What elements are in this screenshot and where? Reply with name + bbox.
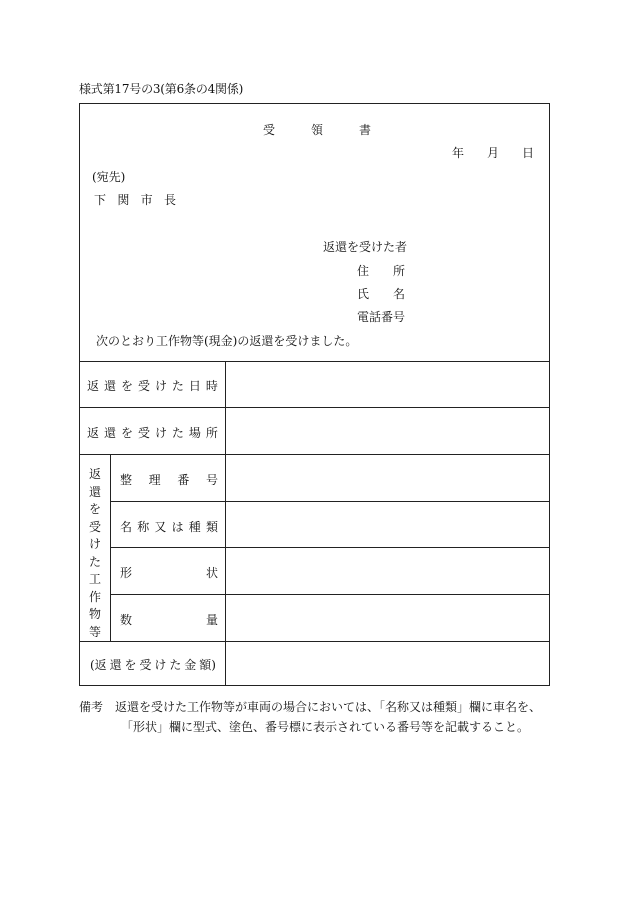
address-label: 住 所 [357,264,405,278]
row-label-serial-number: 整 理 番 号 [120,473,218,487]
year-label: 年 [452,146,465,160]
rule-group-column [110,454,111,641]
row-label-shape: 形 状 [120,566,218,580]
addressee-prefix: (宛先) [92,170,126,184]
title-char: 書 [358,123,371,137]
addressee-char: 下 [94,193,107,207]
form-code: 様式第17号の3(第6条の4関係) [79,82,244,96]
addressee-char: 長 [163,193,176,207]
rule-label-column [225,361,226,685]
name-label: 氏 名 [357,287,405,301]
row-label-returned-amount: (返 還 を 受 け た 金 額) [90,658,216,672]
rule-place [80,454,549,455]
phone-label: 電話番号 [357,310,406,324]
row-label-name-or-type: 名 称 又 は 種 類 [120,520,218,534]
rule-date [80,407,549,408]
remarks-line-2: 「形状」欄に型式、塗色、番号標に表示されている番号等を記載すること。 [121,720,530,734]
rule-sub-2 [110,547,550,548]
recipient-label: 返還を受けた者 [323,240,408,254]
remarks-line-1: 備考 返還を受けた工作物等が車両の場合においては、「名称又は種類」欄に車名を、 [79,700,542,714]
receipt-form [79,103,550,686]
rule-sub-1 [110,501,550,502]
addressee-char: 市 [140,193,153,207]
addressee-char: 関 [117,193,130,207]
rule-sub-3 [110,594,550,595]
date-line [452,144,534,161]
title-char: 領 [310,123,323,137]
group-label-returned-items: 返 還 を 受 け た 工 作 物 等 [88,467,101,639]
statement: 次のとおり工作物等(現金)の返還を受けました。 [96,334,358,348]
title-char: 受 [263,123,276,137]
remarks-note [79,697,559,737]
rule-group [80,641,549,642]
row-label-return-place: 返 還 を 受 け た 場 所 [87,426,218,440]
row-label-quantity: 数 量 [120,613,218,627]
document-title [263,121,371,138]
day-label: 日 [521,146,534,160]
addressee [94,191,176,208]
rule-header [80,361,549,362]
month-label: 月 [486,146,499,160]
row-label-return-date: 返 還 を 受 け た 日 時 [87,379,218,393]
